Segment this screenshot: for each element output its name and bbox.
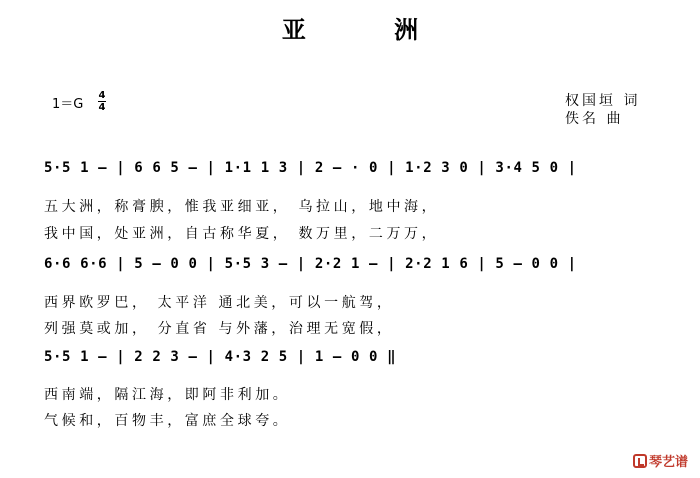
lyric-line-1-verse-1: 五大洲，称膏腴，惟我亚细亚， 乌拉山，地中海， [44, 199, 440, 215]
logo-icon [633, 454, 647, 468]
lyric-line-3-verse-1: 西南端，隔江海，即阿非利加。 [44, 387, 291, 403]
lyric-line-1-verse-2: 我中国，处亚洲，自古称华夏， 数万里，二万万， [44, 226, 440, 242]
notation-line-2: 6·6 6·6 | 5 — 0 0 | 5·5 3 — | 2·2 1 — | 2·2 1 6 | 5 — 0 0 | [44, 256, 577, 272]
lyric-line-2-verse-1: 西界欧罗巴， 太平洋 通北美，可以一航驾， [44, 295, 395, 311]
notation-line-1: 5·5 1 — | 6 6 5 — | 1·1 1 3 | 2 — · 0 | 1·2 3 0 | 3·4 5 0 | [44, 160, 577, 176]
song-title: 亚 洲 [281, 16, 459, 44]
lyricist-credit: 权国垣 词 [565, 93, 641, 109]
lyric-line-3-verse-2: 气候和，百物丰，富庶全球夸。 [44, 413, 291, 429]
time-signature [98, 90, 106, 113]
key-signature: 1＝G [52, 97, 84, 112]
watermark-text: 琴艺谱 [648, 455, 688, 470]
notation-line-3: 5·5 1 — | 2 2 3 — | 4·3 2 5 | 1 — 0 0 ‖ [44, 349, 397, 365]
time-signature-bottom: 4 [98, 102, 106, 113]
time-signature-top: 4 [98, 90, 106, 101]
composer-credit: 佚名 曲 [565, 111, 624, 127]
site-logo [633, 451, 688, 470]
lyric-line-2-verse-2: 列强莫或加， 分直省 与外藩，治理无宽假， [44, 321, 395, 337]
